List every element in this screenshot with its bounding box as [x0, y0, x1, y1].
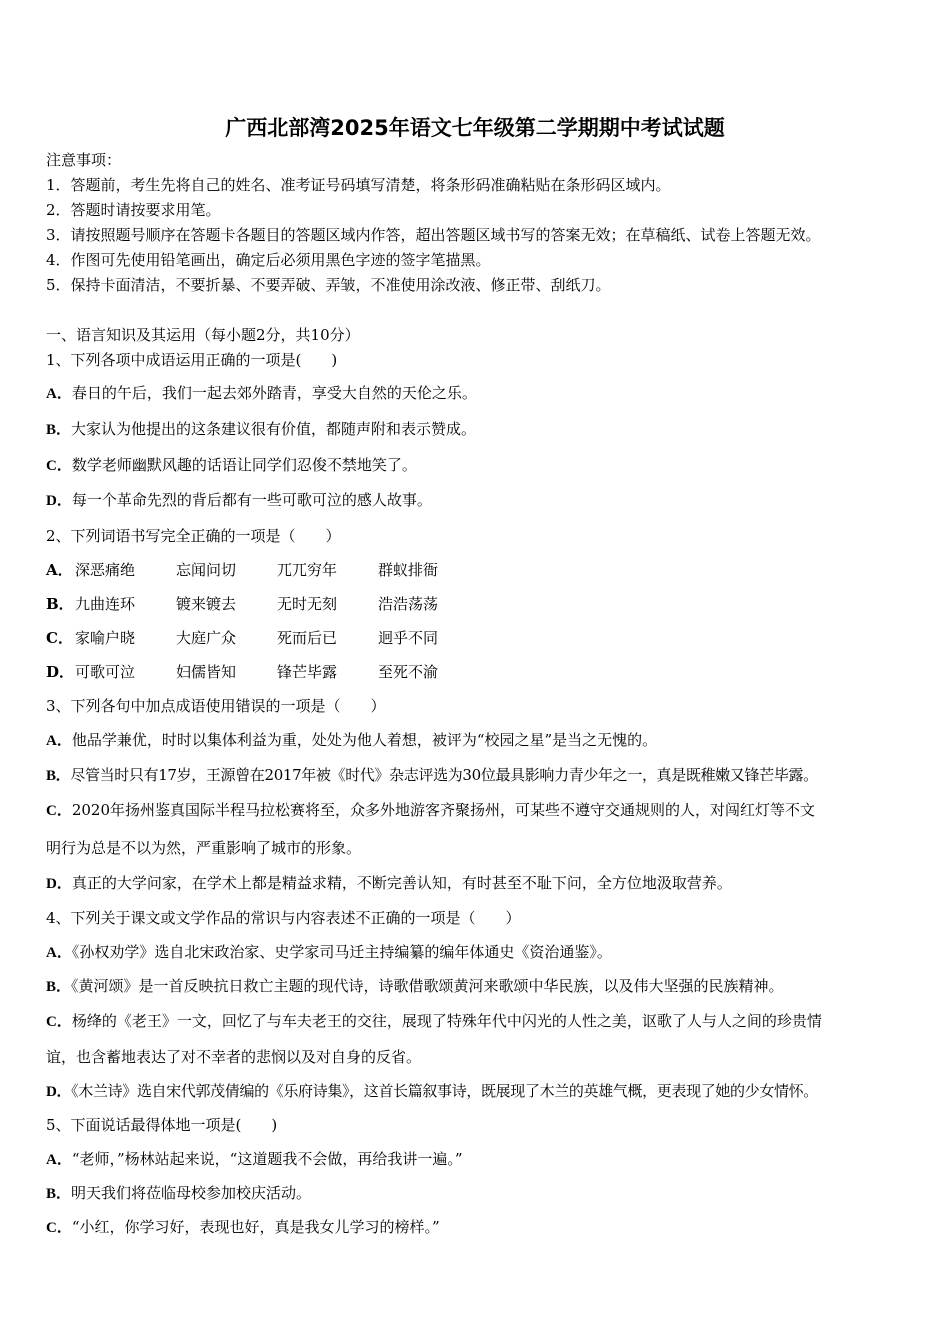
option-text: 明天我们将莅临母校参加校庆活动。	[71, 1184, 312, 1202]
option-label: B．	[46, 422, 72, 438]
option-line	[46, 490, 432, 511]
option-word: 群蚁排衙	[378, 561, 439, 579]
option-line	[46, 976, 784, 997]
option-line	[46, 455, 417, 476]
notice-item: 1．答题前，考生先将自己的姓名、准考证号码填写清楚，将条形码准确粘贴在条形码区域内。	[46, 176, 671, 194]
option-label: C．	[46, 458, 72, 474]
option-line	[46, 942, 612, 963]
option-line	[46, 1081, 818, 1102]
option-word: 妇儒皆知	[176, 663, 237, 681]
question-stem: 5、下面说话最得体地一项是( )	[46, 1116, 278, 1134]
option-label: A．	[46, 733, 72, 749]
option-label: C．	[46, 1220, 72, 1236]
option-text: 数学老师幽默风趣的话语让同学们忍俊不禁地笑了。	[71, 456, 417, 474]
option-text: 尽管当时只有17岁，王源曾在2017年被《时代》杂志评选为30位最具影响力青少年之一，真是既稚嫩又锋芒毕露。	[70, 766, 818, 784]
option-line-cont: 谊，也含蓄地表达了对不幸者的悲悯以及对自身的反省。	[46, 1048, 422, 1066]
option-word: 大庭广众	[176, 629, 237, 647]
option-text: 杨绛的《老王》一文，回忆了与车夫老王的交往，展现了特殊年代中闪光的人性之美，讴歌了人与人之间的珍贵情	[71, 1012, 822, 1030]
option-label: B．	[46, 1186, 72, 1202]
option-label: A．	[46, 386, 72, 402]
option-text: 《黄河颂》是一首反映抗日救亡主题的现代诗，诗歌借歌颂黄河来歌颂中华民族，以及伟大坚强的民族精神。	[71, 977, 784, 995]
option-text: “老师，”杨林站起来说，“这道题我不会做，再给我讲一遍。”	[71, 1150, 463, 1168]
option-text: 《木兰诗》选自宋代郭茂倩编的《乐府诗集》，这首长篇叙事诗，既展现了木兰的英雄气概，更表现了她的少女情怀。	[71, 1082, 818, 1100]
option-line	[46, 560, 479, 580]
option-line	[46, 628, 479, 648]
question-stem: 1、下列各项中成语运用正确的一项是( )	[46, 351, 338, 369]
option-line	[46, 1217, 440, 1238]
option-line	[46, 1183, 311, 1204]
option-word: 迥乎不同	[378, 629, 439, 647]
option-line	[46, 800, 815, 821]
option-text: “小红，你学习好，表现也好，真是我女儿学习的榜样。”	[71, 1218, 440, 1236]
question-stem: 2、下列词语书写完全正确的一项是（ ）	[46, 527, 341, 545]
option-line	[46, 873, 732, 894]
option-line	[46, 1149, 463, 1170]
option-word: 九曲连环	[75, 595, 136, 613]
option-word: 死而后已	[277, 629, 338, 647]
option-label: C．	[46, 1014, 72, 1030]
option-text: 大家认为他提出的这条建议很有价值，都随声附和表示赞成。	[71, 420, 477, 438]
option-line	[46, 662, 479, 682]
option-word: 忘闻问切	[176, 561, 237, 579]
notice-item: 5．保持卡面清洁，不要折暴、不要弄破、弄皱，不准使用涂改液、修正带、刮纸刀。	[46, 276, 611, 294]
option-label: A．	[46, 1152, 72, 1168]
option-line	[46, 1011, 822, 1032]
option-line	[46, 765, 818, 786]
option-text: 春日的午后，我们一起去郊外踏青，享受大自然的天伦之乐。	[71, 384, 477, 402]
question-stem: 3、下列各句中加点成语使用错误的一项是（ ）	[46, 697, 386, 715]
option-label: C．	[46, 803, 72, 819]
option-word: 至死不渝	[378, 663, 439, 681]
option-word: 锋芒毕露	[277, 663, 338, 681]
option-line	[46, 594, 479, 614]
option-label: B．	[46, 979, 72, 995]
option-line	[46, 730, 657, 751]
option-line	[46, 419, 476, 440]
page-title: 广西北部湾2025年语文七年级第二学期期中考试试题	[225, 116, 725, 140]
option-text: 每一个革命先烈的背后都有一些可歌可泣的感人故事。	[71, 491, 432, 509]
option-label: D．	[46, 876, 72, 892]
option-word: 浩浩荡荡	[378, 595, 439, 613]
notice-heading: 注意事项：	[46, 151, 122, 169]
option-label: A．	[46, 561, 73, 579]
option-line-cont: 明行为总是不以为然，严重影响了城市的形象。	[46, 839, 362, 857]
question-stem: 4、下列关于课文或文学作品的常识与内容表述不正确的一项是（ ）	[46, 909, 521, 927]
notice-item: 2．答题时请按要求用笔。	[46, 201, 221, 219]
option-text: 他品学兼优，时时以集体利益为重，处处为他人着想，被评为“校园之星”是当之无愧的。	[71, 731, 658, 749]
option-label: B．	[46, 768, 71, 784]
option-label: B．	[46, 595, 74, 613]
option-label: A．	[46, 945, 72, 961]
option-word: 可歌可泣	[75, 663, 136, 681]
option-text: 2020年扬州鉴真国际半程马拉松赛将至，众多外地游客齐聚扬州，可某些不遵守交通规则的人，对闯红灯等不文	[71, 801, 816, 819]
option-word: 镀来镀去	[176, 595, 237, 613]
option-word: 深恶痛绝	[75, 561, 136, 579]
option-word: 无时无刻	[277, 595, 338, 613]
option-line	[46, 383, 477, 404]
option-label: D．	[46, 1084, 72, 1100]
option-text: 真正的大学问家，在学术上都是精益求精，不断完善认知，有时甚至不耻下问，全方位地汲取营养。	[71, 874, 732, 892]
notice-item: 4．作图可先使用铅笔画出，确定后必须用黑色字迹的签字笔描黑。	[46, 251, 491, 269]
notice-item: 3．请按照题号顺序在答题卡各题目的答题区域内作答，超出答题区域书写的答案无效；在草稿纸、试卷上答题无效。	[46, 226, 821, 244]
option-word: 家喻户晓	[75, 629, 136, 647]
option-label: C．	[46, 629, 73, 647]
option-word: 兀兀穷年	[277, 561, 338, 579]
option-label: D．	[46, 493, 72, 509]
option-text: 《孙权劝学》选自北宋政治家、史学家司马迁主持编纂的编年体通史《资治通鉴》。	[71, 943, 612, 961]
section-heading: 一、语言知识及其运用（每小题2分，共10分）	[46, 326, 360, 344]
option-label: D．	[46, 663, 75, 681]
